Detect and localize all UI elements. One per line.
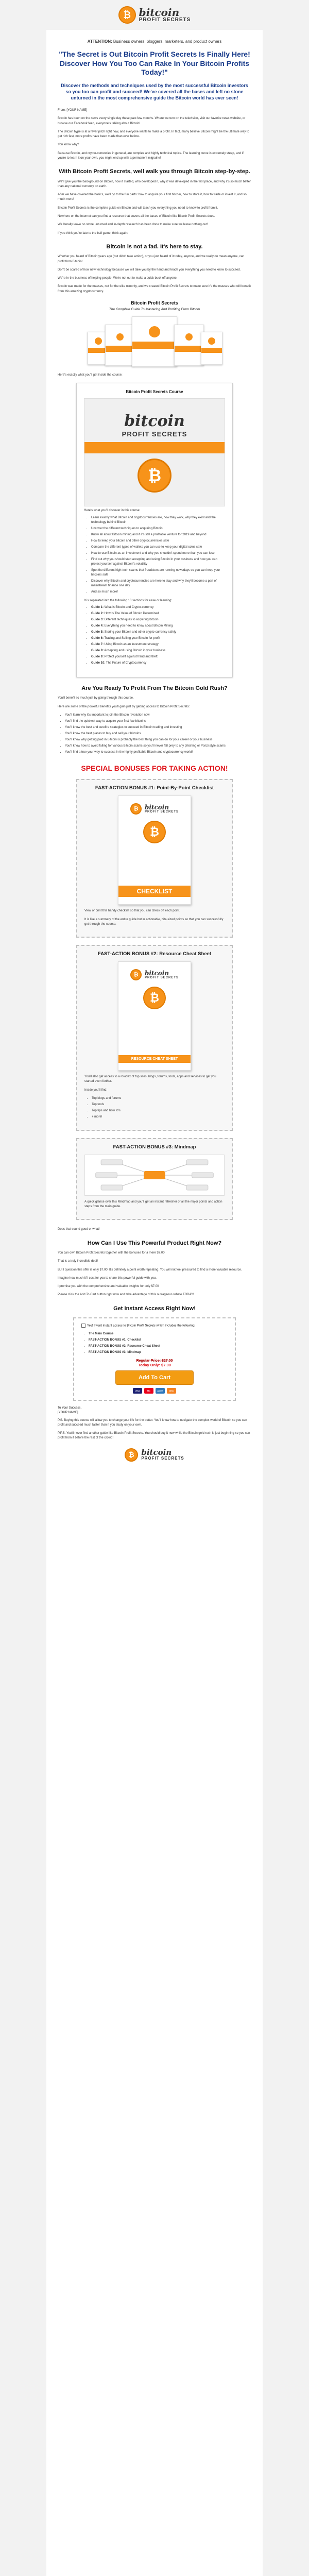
how-paragraph: I promise you with the comprehensive and valuable insights for only $7.00: [58, 1285, 159, 1289]
guide-item: [91, 605, 225, 610]
guide-title: How Is The Value of Bitcoin Determined: [104, 612, 159, 615]
cheat-sheet-cover-image: [118, 961, 191, 1071]
pre-heading-line: Does that sound good or what!: [58, 1228, 100, 1231]
list-item: • Top tools: [92, 1103, 225, 1107]
order-box: [73, 1317, 236, 1401]
guide-title: Protect yourself against fraud and theft: [104, 655, 158, 658]
logo-word: bitcoin: [144, 969, 169, 977]
guide-number: Guide 10:: [91, 661, 106, 665]
list-item: • You'll know why getting paid in Bitcoin is probably the best thing you can do for your career or your business: [65, 738, 251, 742]
ready-paragraph: You'll benefit so much just by going through this course.: [58, 697, 134, 700]
guide-number: Guide 2:: [91, 612, 104, 615]
step-paragraph: We'll give you the background on Bitcoin, how it started, who developed it, why it was developed in the first place, and why it's so much better than any national currency on earth.: [58, 180, 251, 188]
list-item: • You'll learn why it's important to join the Bitcoin revolution now: [65, 713, 251, 718]
bonus-paragraph: View or print this handy checklist so that you can check off each point.: [84, 909, 180, 913]
guide-item: [91, 624, 225, 629]
guide-number: Guide 5:: [91, 630, 104, 634]
guide-number: Guide 6:: [91, 636, 104, 640]
bitcoin-coin-icon: ₿: [125, 1448, 138, 1462]
logo-subtitle: PROFIT SECRETS: [139, 17, 191, 23]
list-item: • FAST-ACTION BONUS #2: Resource Cheat Sheet: [89, 1344, 228, 1349]
list-item: • And so much more!: [91, 590, 225, 595]
bonus-box-1: [76, 779, 233, 938]
mindmap-diagram: [85, 1155, 224, 1195]
guide-list: [84, 605, 225, 666]
from-line: From: [YOUR NAME]: [58, 108, 88, 112]
list-item: • You'll know the best places to buy and sell your bitcoins: [65, 732, 251, 736]
brand-logo: [118, 6, 191, 24]
guides-intro: It is separated into the following 10 sections for ease or learning:: [84, 599, 173, 602]
list-item: • Top blogs and forums: [92, 1096, 225, 1101]
guide-title: Trading and Selling your Bitcoin for profit: [104, 636, 160, 640]
benefit-list: [58, 713, 251, 755]
list-item: • Top tips and how to's: [92, 1109, 225, 1113]
guide-item: [91, 661, 225, 666]
list-item: • Find out why you should start accepting and using Bitcoin in your business and how you can protect yourself against Bitcoin's volatility: [91, 557, 225, 567]
bonus-box-2: [76, 945, 233, 1131]
guide-item: [91, 612, 225, 616]
sign-off: To Your Success,: [58, 1406, 82, 1410]
bonus-title: FAST-ACTION BONUS #2: Resource Cheat Sheet: [97, 951, 212, 957]
list-item: • Learn exactly what Bitcoin and cryptocurrencies are, how they work, why they exist and the technology behind Bitcoin: [91, 516, 225, 525]
payment-cards: [81, 1388, 228, 1394]
course-box: [76, 383, 233, 677]
list-item: • You'll know how to avoid falling for various Bitcoin scams so you'll never fall prey to any phishing or Ponzi style scams: [65, 744, 251, 749]
course-intro: Here's what you'll discover in this course:: [84, 509, 141, 513]
bitcoin-coin-icon: ₿: [130, 803, 142, 815]
product-bundle-image: [88, 316, 221, 368]
how-paragraph: That is a truly incredible deal!: [58, 1260, 98, 1263]
product-tagline: The Complete Guide To Mastering And Profiting From Bitcoin: [109, 308, 200, 312]
list-item: • Know all about Bitcoin mining and if it's still a profitable venture for 2019 and beyond: [91, 533, 225, 537]
order-heading: Get Instant Access Right Now!: [113, 1305, 196, 1312]
brand-logo: [130, 969, 179, 980]
ps-paragraph: P.S. Buying this course will allow you to change your life for the better. You'll know how to navigate the complex world of Bitcoin so you can profit and succeed much faster than if you study on your own.: [58, 1418, 247, 1427]
bonuses-heading: SPECIAL BONUSES FOR TAKING ACTION!: [81, 764, 228, 772]
guide-number: Guide 7:: [91, 642, 104, 646]
signer-name: [YOUR NAME]: [58, 1411, 78, 1414]
order-items: [81, 1332, 228, 1355]
list-item: • How to keep your bitcoin and other cryptocurrencies safe: [91, 539, 225, 544]
guide-title: Storing your Bitcoin and other crypto-currency safely: [104, 630, 177, 634]
attention-line: [58, 39, 251, 44]
guide-item: [91, 630, 225, 635]
today-price: Today Only: $7.00: [138, 1362, 171, 1367]
bitcoin-coin-icon: ₿: [118, 6, 136, 24]
list-item: • FAST-ACTION BONUS #3: Mindmap: [89, 1350, 228, 1355]
list-item: • The Main Course: [89, 1332, 228, 1336]
mastercard-icon: MC: [144, 1388, 153, 1394]
list-item: • + more!: [92, 1115, 225, 1120]
fad-paragraph: Whether you heard of Bitcoin years ago (but didn't take action), or you just heard of it today, anyone, and we really do mean anyone, can profit from Bitcoin!: [58, 255, 245, 263]
guide-title: Everything you need to know about Bitcoin Mining: [104, 624, 173, 628]
footer-logo: [58, 1448, 251, 1462]
guide-number: Guide 9:: [91, 655, 104, 658]
header: [0, 0, 309, 30]
step-heading: With Bitcoin Profit Secrets, well walk you through Bitcoin step-by-step.: [59, 168, 250, 175]
mindmap-image: [84, 1155, 225, 1196]
fad-paragraph: Don't be scared of how new technology because we will take you by the hand and teach you everything you need to know to succeed.: [58, 268, 241, 272]
course-cover-image: [84, 398, 225, 506]
how-heading: How Can I Use This Powerful Product Right Now?: [87, 1240, 222, 1246]
brand-logo: [130, 803, 179, 815]
fad-heading: Bitcoin is not a fad. It's here to stay.: [106, 243, 203, 250]
step-paragraph: After we have covered the basics, we'll go to the fun parts: how to acquire your first bitcoin, how to store it, how to trade or invest it, and so much more!: [58, 193, 247, 201]
logo-subtitle: PROFIT SECRETS: [141, 1456, 184, 1461]
cover-subtitle: PROFIT SECRETS: [122, 430, 187, 438]
visa-card-icon: VISA: [133, 1388, 142, 1394]
logo-word: bitcoin: [139, 6, 180, 19]
order-agree-text: Yes! I want instant access to Bitcoin Profit Secrets which includes the following:: [87, 1324, 196, 1328]
add-to-cart-button[interactable]: Add To Cart: [115, 1370, 194, 1385]
list-item: • You'll find the quickest way to acquire your first few bitcoins: [65, 719, 251, 724]
guide-title: Using Bitcoin as an investment strategy: [104, 642, 159, 646]
bitcoin-coin-icon: ₿: [138, 459, 171, 493]
list-item: • Spot the different high-tech scams that fraudsters are running nowadays so you can keep your bitcoins safe: [91, 568, 225, 578]
logo-word: bitcoin: [141, 1448, 172, 1458]
fad-paragraph: Bitcoin was made for the masses, not for the elite minority, and we created Bitcoin Profit Secrets to make sure it's the masses who will benefit from this amazing cryptocurrency.: [58, 285, 251, 293]
how-paragraph: Please click the Add To Cart button right now and take advantage of this outrageous rebate TODAY!: [58, 1293, 194, 1297]
course-bullets: [84, 516, 225, 595]
how-paragraph: But I question this offer is only $7.00! It's definitely a point worth repeating. You will not feel pressured to find a more valuable resource.: [58, 1268, 242, 1272]
guide-number: Guide 4:: [91, 624, 104, 628]
product-name: Bitcoin Profit Secrets: [131, 300, 178, 306]
bonus-paragraph: You'll also get access to a rolodex of top sites, blogs, forums, tools, apps and services to get you started even further.: [84, 1075, 216, 1083]
list-item: • How to use Bitcoin as an investment and why you shouldn't spend more than you can lose: [91, 551, 225, 556]
intro-paragraph: You know why?: [58, 143, 79, 147]
step-paragraph: Nowhere on the Internet can you find a resource that covers all the bases of Bitcoin like Bitcoin Profit Secrets does.: [58, 215, 215, 218]
bonus-paragraph: It is like a summary of the entire guide but in actionable, bite-sized points so that you can successfully get through the course.: [84, 918, 224, 926]
step-paragraph: Bitcoin Profit Secrets is the complete guide on Bitcoin and will teach you everything you need to know to profit from it.: [58, 206, 218, 210]
logo-subtitle: PROFIT SECRETS: [144, 810, 179, 814]
guide-item: [91, 618, 225, 622]
bitcoin-coin-icon: ₿: [130, 969, 142, 980]
brand-logo: [125, 1448, 184, 1462]
bonus-title: FAST-ACTION BONUS #1: Point-By-Point Checklist: [95, 785, 214, 791]
bonus-title: FAST-ACTION BONUS #3: Mindmap: [113, 1144, 196, 1150]
signature-block: [58, 1406, 251, 1415]
regular-price: Regular Price: $27.00: [136, 1359, 173, 1363]
bonus-label: CHECKLIST: [118, 886, 191, 897]
intro-paragraph: Bitcoin has been on the news every single day these past few months. Where we turn on the television, visit our favorite news website, or browse our Facebook feed, everyone's talking about Bitcoin!: [58, 117, 246, 125]
attention-label: ATTENTION:: [87, 39, 112, 44]
how-paragraph: You can own Bitcoin Profit Secrets together with the bonuses for a mere $7.00: [58, 1251, 165, 1255]
guide-title: What is Bitcoin and Crypto-currency: [104, 605, 154, 609]
guide-item: [91, 649, 225, 653]
guide-title: The Future of Cryptocurrency: [106, 661, 147, 665]
step-paragraph: If you think you're late to the ball game, think again:: [58, 231, 128, 235]
cheat-sheet-items: [84, 1096, 225, 1120]
guide-number: Guide 8:: [91, 649, 104, 652]
attention-text: Business owners, bloggers, marketers, and product owners: [113, 39, 222, 44]
intro-paragraph: Because Bitcoin, and crypto-currencies in general, are complex and highly technical topics. The learning curve is extremely steep, and if you're to learn it on your own, you might end up with a permanent migraine!: [58, 151, 244, 160]
checklist-cover-image: [118, 795, 191, 905]
main-headline: "The Secret is Out Bitcoin Profit Secrets Is Finally Here! Discover How You Too Can Rake In Your Bitcoin Profits Today!": [59, 50, 250, 76]
how-paragraph: Imagine how much it'll cost for you to share this powerful guide with you.: [58, 1276, 157, 1280]
bonus-box-3: [76, 1138, 233, 1220]
list-item: • Compare the different types of wallets you can use to keep your digital coins safe: [91, 545, 225, 550]
guide-title: Accepting and using Bitcoin in your business: [104, 649, 166, 652]
logo-subtitle: PROFIT SECRETS: [144, 976, 179, 979]
list-item: • Discover why Bitcoin and cryptocurrencies are here to stay and why they'll become a part of mainstream finance one day: [91, 579, 225, 588]
intro-paragraph: The Bitcoin hype is at a fever pitch right now, and everyone wants to make a profit. In fact, many believe Bitcoin might be the ultimate way to get rich fast, more profits have been made than ever before.: [58, 130, 249, 139]
guide-title: Different techniques to acquiring bitcoin: [104, 618, 159, 621]
cover-word: bitcoin: [124, 412, 185, 431]
step-paragraph: We literally leave no stone unturned and in-depth research has been done to make sure we leave nothing out!: [58, 223, 208, 227]
guide-number: Guide 3:: [91, 618, 104, 621]
bitcoin-coin-icon: ₿: [143, 821, 166, 843]
get-line: Here's exactly what you'll get inside the course:: [58, 374, 123, 377]
list-item: • You'll find a true your way to success in the highly profitable Bitcoin and cryptocurrency world!: [65, 750, 251, 755]
bitcoin-coin-icon: ₿: [143, 987, 166, 1009]
fad-paragraph: We're in the business of helping people. We're not out to make a quick buck off anyone.: [58, 277, 178, 280]
pps-paragraph: P.P.S. You'll never find another guide like Bitcoin Profit Secrets. You should buy it now while the Bitcoin gold rush is just beginning so you can profit from it before the rest of the crowd!: [58, 1432, 250, 1440]
bonus-paragraph: Inside you'll find:: [84, 1088, 108, 1092]
ready-paragraph: Here are some of the powerful benefits you'll gain just by getting access to Bitcoin Profit Secrets:: [58, 705, 190, 708]
guide-item: [91, 642, 225, 647]
ready-heading: Are You Ready To Profit From The Bitcoin Gold Rush?: [81, 685, 228, 691]
guide-item: [91, 655, 225, 659]
list-item: • You'll know the best and surefire strategies to succeed in Bitcoin trading and investing: [65, 725, 251, 730]
agree-checkbox[interactable]: [81, 1324, 85, 1328]
course-title: Bitcoin Profit Secrets Course: [126, 389, 183, 395]
sub-headline: Discover the methods and techniques used by the most successful Bitcoin investors so you too can profit and succeed! We've covered all the bases and left no stone unturned in the most comprehensive guide the Bitcoin world has ever seen!: [61, 82, 248, 100]
bonus-label: RESOURCE CHEAT SHEET: [118, 1055, 191, 1063]
list-item: • FAST-ACTION BONUS #1: Checklist: [89, 1338, 228, 1343]
guide-item: [91, 636, 225, 641]
guide-number: Guide 1:: [91, 605, 104, 609]
order-agree: [81, 1324, 228, 1329]
sales-letter: [46, 30, 263, 2576]
bonus-paragraph: A quick glance over this Mindmap and you'll get an instant refresher of all the major points and action steps from the main guide.: [84, 1200, 222, 1209]
list-item: • Uncover the different techniques to acquiring Bitcoin: [91, 527, 225, 531]
logo-word: bitcoin: [144, 804, 169, 811]
cover-stripe: [84, 442, 225, 453]
discover-card-icon: DISC: [167, 1388, 176, 1394]
amex-card-icon: AMEX: [156, 1388, 165, 1394]
